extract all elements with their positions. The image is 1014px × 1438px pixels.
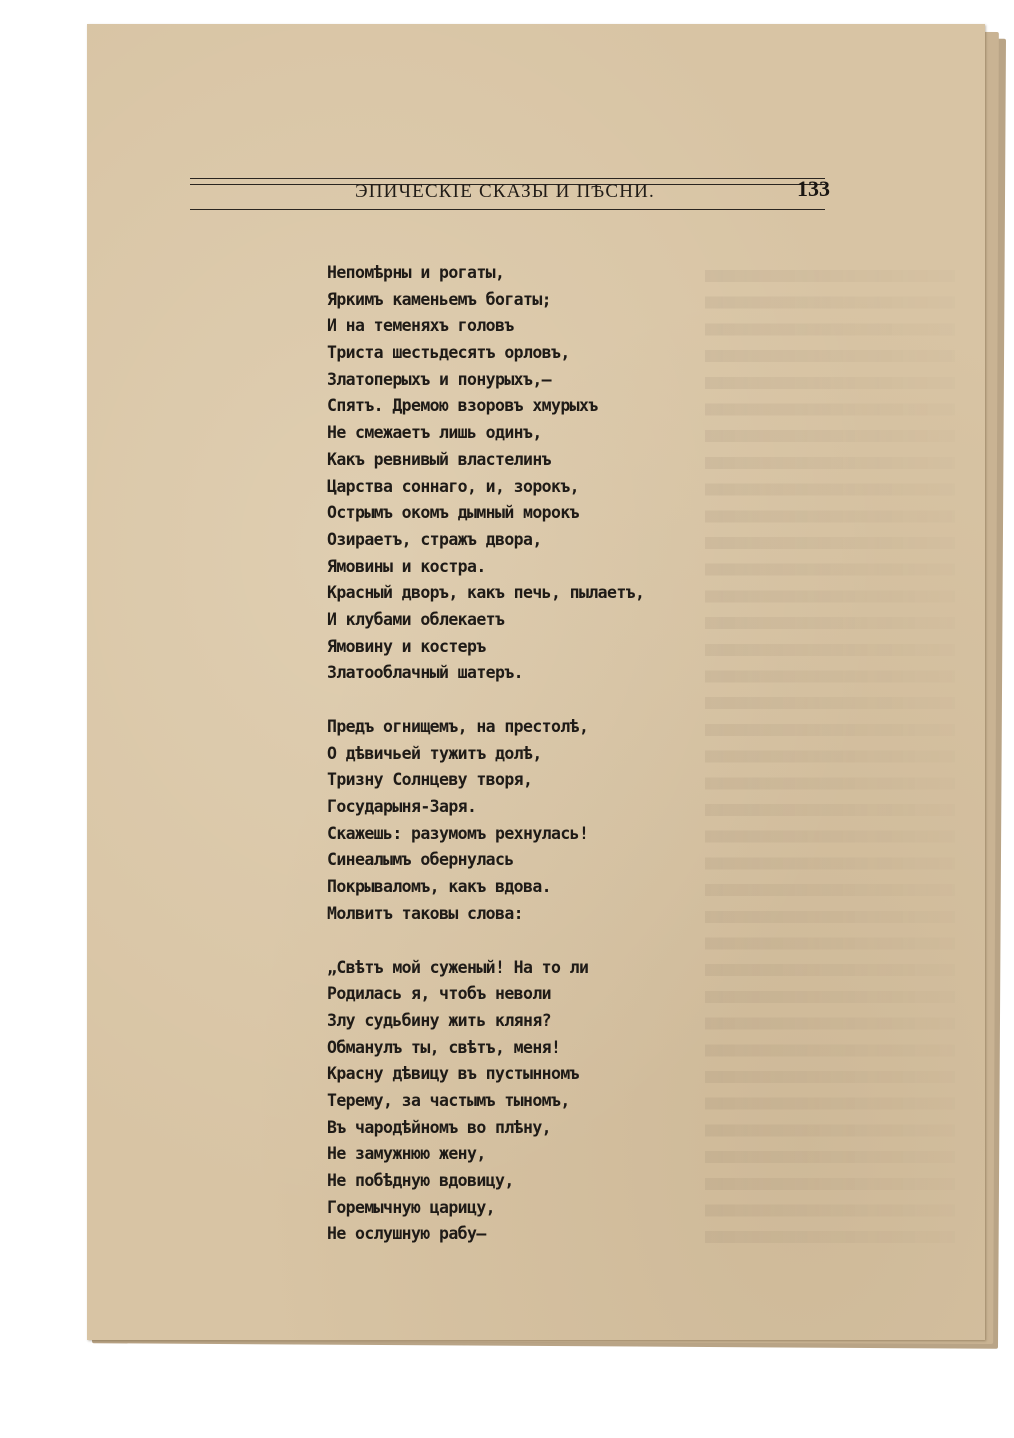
header-rule-bottom <box>190 209 825 210</box>
poem-line: „Свѣтъ мой суженый! На то ли <box>327 957 589 977</box>
poem-line: Яркимъ каменьемъ богаты; <box>327 289 552 309</box>
poem-line: Терему, за частымъ тыномъ, <box>327 1090 570 1110</box>
poem-line: Красну дѣвицу въ пустынномъ <box>327 1064 580 1084</box>
poem-line: И клубами облекаетъ <box>327 609 505 629</box>
poem-line: Злу судьбину жить кляня? <box>327 1010 552 1030</box>
poem-line: Красный дворъ, какъ печь, пылаетъ, <box>327 583 645 603</box>
poem-line: Златооблачный шатеръ. <box>327 663 524 683</box>
poem-line: Молвитъ таковы слова: <box>327 903 524 923</box>
poem-line: Непомѣрны и рогаты, <box>327 263 505 282</box>
stanza-3 <box>327 955 644 1249</box>
poem-line: Озираетъ, стражъ двора, <box>327 529 542 549</box>
stanza-break <box>327 687 644 714</box>
poem-line: Тризну Солнцеву творя, <box>327 770 533 790</box>
poem-line: Въ чародѣйномъ во плѣну, <box>327 1117 552 1137</box>
poem-line: Ямовины и костра. <box>327 556 486 576</box>
poem-line: Покрываломъ, какъ вдова. <box>327 877 552 897</box>
poem-line: Родилась я, чтобъ неволи <box>327 984 552 1004</box>
page-number: 133 <box>797 176 830 201</box>
running-title: ЭПИЧЕСКІЕ СКАЗЫ И ПѢСНИ. <box>355 181 656 202</box>
poem-line: Не смежаетъ лишь одинъ, <box>327 423 542 443</box>
poem-line: Предъ огнищемъ, на престолѣ, <box>327 717 589 736</box>
poem-line: Не побѣдную вдовицу, <box>327 1171 514 1190</box>
poem-line: Ямовину и костеръ <box>327 636 486 656</box>
poem-line: Горемычную царицу, <box>327 1197 496 1217</box>
poem-line: О дѣвичьей тужитъ долѣ, <box>327 743 542 763</box>
bleed-through-text <box>705 270 955 1250</box>
poem-text <box>327 260 644 1248</box>
poem-line: Скажешь: разумомъ рехнулась! <box>327 823 589 843</box>
book-page <box>87 24 985 1340</box>
poem-line: Триста шестьдесятъ орловъ, <box>327 343 570 363</box>
poem-line: Спятъ. Дремою взоровъ хмурыхъ <box>327 396 598 416</box>
poem-line: Синеалымъ обернулась <box>327 850 514 870</box>
poem-line: Острымъ окомъ дымный морокъ <box>327 503 580 523</box>
poem-line: Обманулъ ты, свѣтъ, меня! <box>327 1037 561 1057</box>
stanza-break <box>327 928 644 955</box>
poem-line: Государыня-Заря. <box>327 797 477 817</box>
poem-line: Царства соннаго, и, зорокъ, <box>327 476 580 496</box>
poem-line: Не ослушную рабу— <box>327 1224 486 1244</box>
stanza-1 <box>327 260 644 687</box>
poem-line: Не замужнюю жену, <box>327 1144 486 1164</box>
stanza-2 <box>327 714 644 928</box>
poem-line: И на теменяхъ головъ <box>327 316 514 336</box>
poem-line: Златоперыхъ и понурыхъ,— <box>327 369 552 389</box>
poem-line: Какъ ревнивый властелинъ <box>327 449 552 469</box>
